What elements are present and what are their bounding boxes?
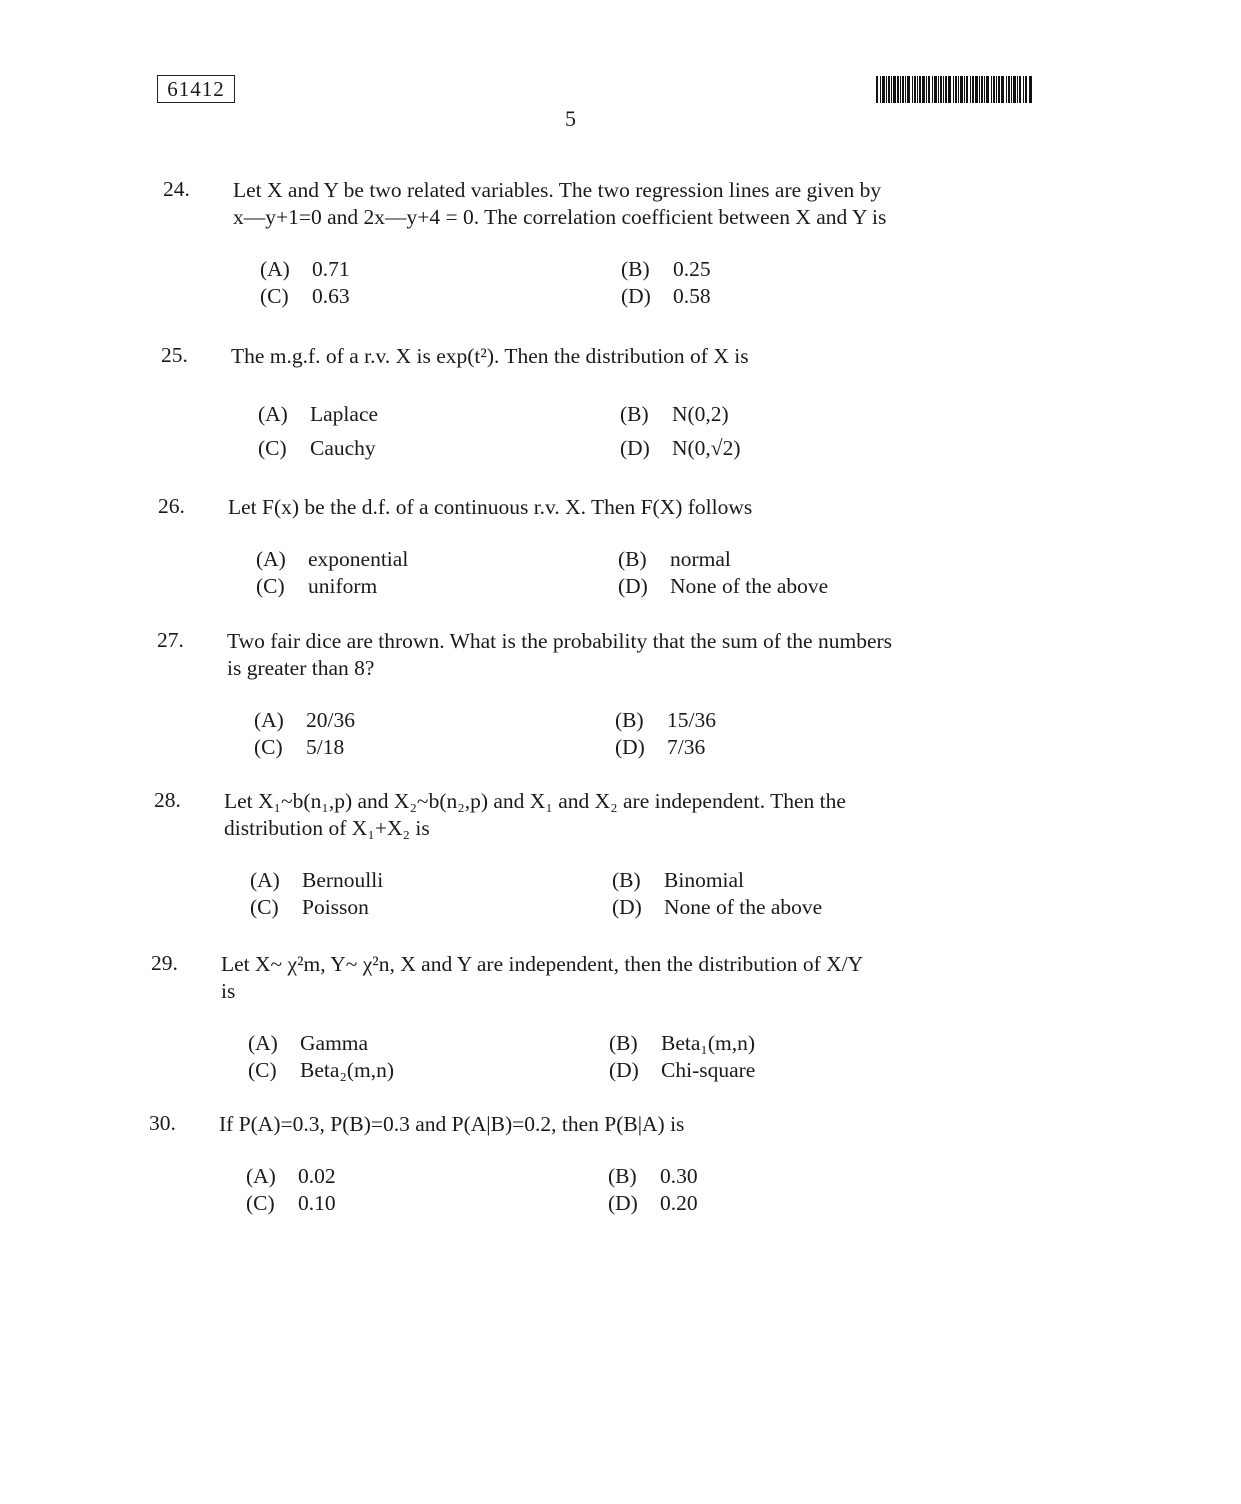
- option-d[interactable]: [620, 436, 741, 461]
- option-a[interactable]: [254, 708, 355, 733]
- option-d[interactable]: [618, 574, 828, 599]
- option-text: 0.58: [673, 284, 711, 308]
- option-text: Laplace: [310, 402, 379, 426]
- option-text: Chi-square: [661, 1058, 756, 1082]
- option-a[interactable]: [260, 257, 350, 282]
- option-label: (A): [258, 402, 288, 426]
- option-label: (B): [620, 402, 649, 426]
- option-text: Beta₁(m,n): [661, 1031, 756, 1055]
- stem-line: Let X and Y be two related variables. The two regression lines are given by: [233, 178, 882, 202]
- option-text: 0.71: [312, 257, 350, 281]
- option-label: (B): [608, 1164, 637, 1188]
- option-c[interactable]: [250, 895, 369, 920]
- option-label: (B): [612, 868, 641, 892]
- stem-line: is: [221, 979, 236, 1003]
- option-d[interactable]: [621, 284, 711, 309]
- option-a[interactable]: [258, 402, 378, 427]
- question-stem: [233, 177, 978, 231]
- question-stem: [224, 788, 969, 842]
- option-label: (C): [260, 284, 289, 308]
- option-b[interactable]: [608, 1164, 698, 1189]
- option-text: 0.63: [312, 284, 350, 308]
- stem-line: If P(A)=0.3, P(B)=0.3 and P(A|B)=0.2, then P(B|A) is: [219, 1112, 685, 1136]
- option-label: (D): [620, 436, 650, 460]
- stem-line: distribution of X₁+X₂ is: [224, 816, 430, 840]
- option-label: (A): [254, 708, 284, 732]
- option-text: Gamma: [300, 1031, 369, 1055]
- option-label: (C): [258, 436, 287, 460]
- option-text: None of the above: [670, 574, 829, 598]
- option-text: N(0,2): [672, 402, 729, 426]
- option-label: (D): [609, 1058, 639, 1082]
- option-b[interactable]: [620, 402, 729, 427]
- option-label: (A): [246, 1164, 276, 1188]
- option-text: 0.02: [298, 1164, 336, 1188]
- question-stem: [231, 343, 976, 370]
- question-number: 25.: [161, 343, 188, 367]
- question-stem: [227, 628, 972, 682]
- option-a[interactable]: [248, 1031, 368, 1056]
- option-text: 0.20: [660, 1191, 698, 1215]
- question-number: 27.: [157, 628, 184, 652]
- stem-line: is greater than 8?: [227, 656, 375, 680]
- option-label: (D): [618, 574, 648, 598]
- option-label: (D): [608, 1191, 638, 1215]
- stem-line: Let X~ χ²m, Y~ χ²n, X and Y are independent, then the distribution of X/Y: [221, 952, 864, 976]
- option-label: (A): [256, 547, 286, 571]
- option-text: Binomial: [664, 868, 745, 892]
- question-number: 28.: [154, 788, 181, 812]
- question-stem: [228, 494, 973, 521]
- option-label: (C): [250, 895, 279, 919]
- option-text: normal: [670, 547, 731, 571]
- option-label: (B): [621, 257, 650, 281]
- option-text: 0.30: [660, 1164, 698, 1188]
- option-b[interactable]: [621, 257, 711, 282]
- option-text: 15/36: [667, 708, 716, 732]
- question-number: 30.: [149, 1111, 176, 1135]
- option-label: (D): [612, 895, 642, 919]
- option-label: (B): [615, 708, 644, 732]
- question-number: 26.: [158, 494, 185, 518]
- option-label: (C): [246, 1191, 275, 1215]
- option-text: uniform: [308, 574, 378, 598]
- question-number: 29.: [151, 951, 178, 975]
- option-label: (C): [254, 735, 283, 759]
- option-label: (A): [260, 257, 290, 281]
- paper-code: 61412: [167, 77, 225, 101]
- option-c[interactable]: [260, 284, 350, 309]
- option-text: Bernoulli: [302, 868, 384, 892]
- stem-line: Two fair dice are thrown. What is the probability that the sum of the numbers: [227, 629, 893, 653]
- option-text: None of the above: [664, 895, 823, 919]
- option-text: 5/18: [306, 735, 345, 759]
- option-c[interactable]: [256, 574, 377, 599]
- option-d[interactable]: [612, 895, 822, 920]
- barcode-image: [876, 76, 1032, 103]
- option-text: 20/36: [306, 708, 355, 732]
- option-label: (D): [615, 735, 645, 759]
- stem-line: x—y+1=0 and 2x—y+4 = 0. The correlation coefficient between X and Y is: [233, 205, 887, 229]
- option-label: (B): [609, 1031, 638, 1055]
- option-label: (C): [248, 1058, 277, 1082]
- option-text: N(0,√2): [672, 436, 741, 460]
- option-a[interactable]: [256, 547, 408, 572]
- option-a[interactable]: [246, 1164, 336, 1189]
- option-text: 0.25: [673, 257, 711, 281]
- option-d[interactable]: [615, 735, 705, 760]
- option-b[interactable]: [615, 708, 716, 733]
- option-text: exponential: [308, 547, 409, 571]
- option-label: (C): [256, 574, 285, 598]
- question-number: 24.: [163, 177, 190, 201]
- option-b[interactable]: [618, 547, 731, 572]
- stem-line: The m.g.f. of a r.v. X is exp(t²). Then the distribution of X is: [231, 344, 749, 368]
- option-c[interactable]: [248, 1058, 394, 1083]
- option-text: Beta₂(m,n): [300, 1058, 395, 1082]
- option-a[interactable]: [250, 868, 383, 893]
- option-text: 7/36: [667, 735, 706, 759]
- stem-line: Let F(x) be the d.f. of a continuous r.v. X. Then F(X) follows: [228, 495, 753, 519]
- option-c[interactable]: [258, 436, 376, 461]
- page-number: 5: [565, 106, 576, 131]
- option-d[interactable]: [608, 1191, 698, 1216]
- option-label: (B): [618, 547, 647, 571]
- option-label: (A): [248, 1031, 278, 1055]
- option-b[interactable]: [609, 1031, 755, 1056]
- option-c[interactable]: [246, 1191, 336, 1216]
- option-d[interactable]: [609, 1058, 755, 1083]
- stem-line: Let X₁~b(n₁,p) and X₂~b(n₂,p) and X₁ and X₂ are independent. Then the: [224, 789, 846, 813]
- question-stem: [219, 1111, 964, 1138]
- paper-code-box: [157, 75, 235, 103]
- option-label: (A): [250, 868, 280, 892]
- option-text: Poisson: [302, 895, 369, 919]
- option-b[interactable]: [612, 868, 744, 893]
- question-stem: [221, 951, 966, 1005]
- option-c[interactable]: [254, 735, 344, 760]
- option-text: Cauchy: [310, 436, 376, 460]
- option-text: 0.10: [298, 1191, 336, 1215]
- option-label: (D): [621, 284, 651, 308]
